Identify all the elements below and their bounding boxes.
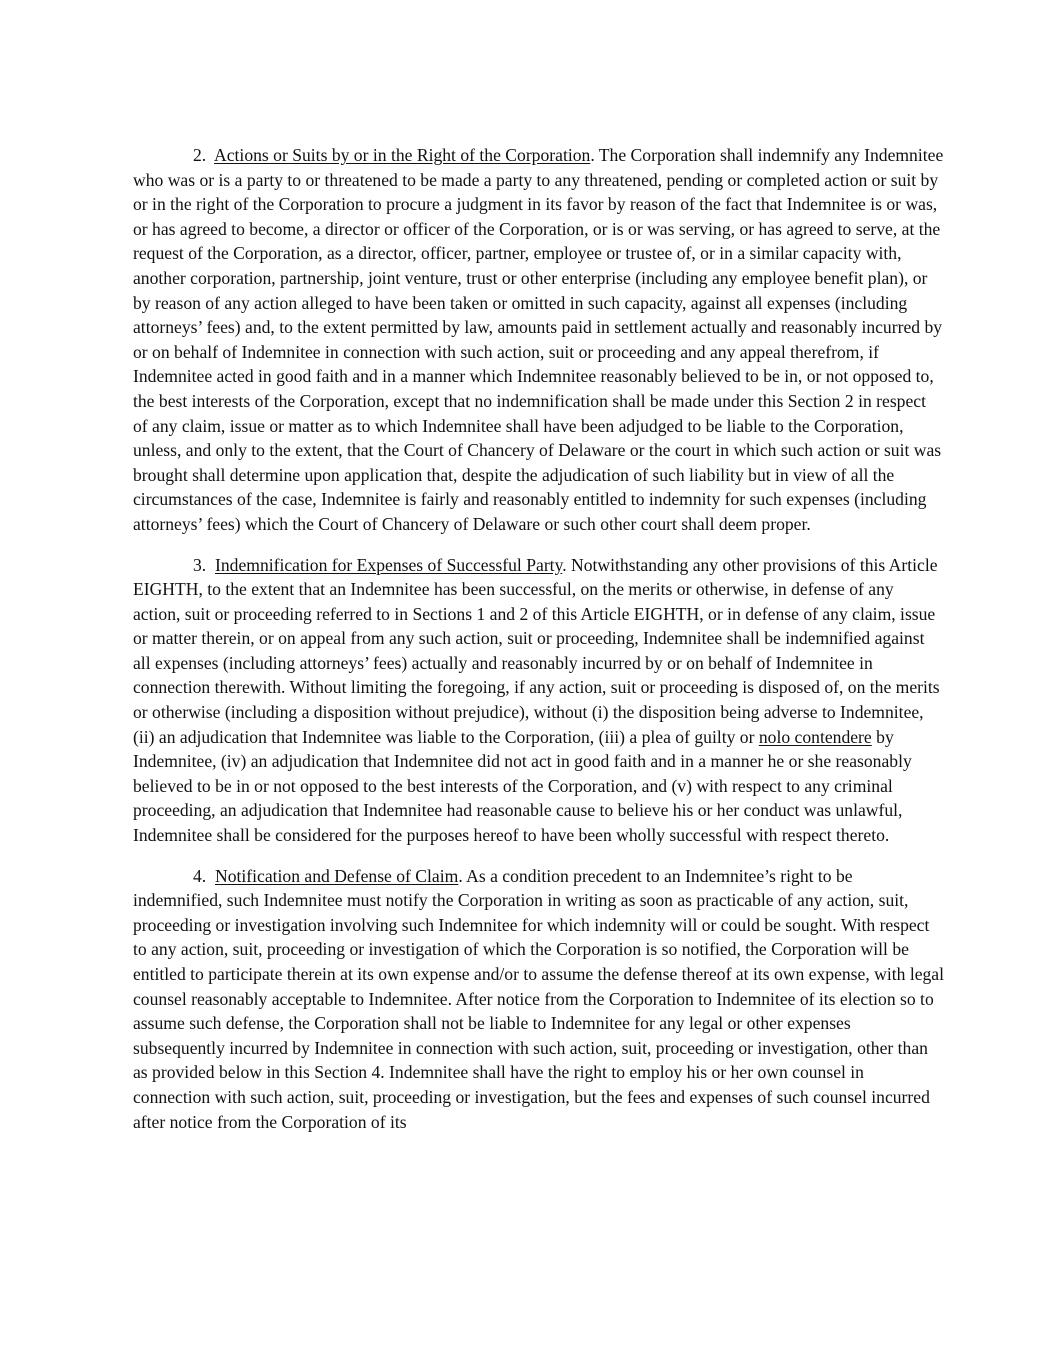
section-3-body-after: by Indemnitee, (iv) an adjudication that Indemnitee did not act in good faith and in a manner he or she reasonably believed to be in or not opposed to the best interests of the Corporation, and (v) with respect to any criminal proceeding, an adjudication that Indemnitee had reasonable cause to believe his or her conduct was unlawful, Indemnitee shall be considered for the purposes hereof to have been wholly successful with respect thereto. <box>133 726 912 846</box>
section-3-paragraph: 3. Indemnification for Expenses of Successful Party. Notwithstanding any other provisions of this Article EIGHTH, to the extent that an Indemnitee has been successful, on the merits or otherwise, in defense of any action, suit or proceeding referred to in Sections 1 and 2 of this Article EIGHTH, or in defense of any claim, issue or matter therein, or on appeal from any such action, suit or proceeding, Indemnitee shall be indemnified against all expenses (including attorneys’ fees) actually and reasonably incurred by or on behalf of Indemnitee in connection therewith. Without limiting the foregoing, if any action, suit or proceeding is disposed of, on the merits or otherwise (including a disposition without prejudice), without (i) the disposition being adverse to Indemnitee, (ii) an adjudication that Indemnitee was liable to the Corporation, (iii) a plea of guilty or nolo contendere by Indemnitee, (iv) an adjudication that Indemnitee did not act in good faith and in a manner he or she reasonably believed to be in or not opposed to the best interests of the Corporation, and (v) with respect to any criminal proceeding, an adjudication that Indemnitee had reasonable cause to believe his or her conduct was unlawful, Indemnitee shall be considered for the purposes hereof to have been wholly successful with respect thereto. <box>133 554 940 846</box>
section-4-heading: Notification and Defense of Claim <box>215 865 459 886</box>
section-3-number: 3. <box>193 554 207 575</box>
section-2-body: The Corporation shall indemnify any Indemnitee who was or is a party to or threatened to be made a party to any threatened, pending or completed action or suit by or in the right of the Corporation to procure a judgment in its favor by reason of the fact that Indemnitee is or was, or has agreed to become, a director or officer of the Corporation, or is or was serving, or has agreed to serve, at the request of the Corporation, as a director, officer, partner, employee or trustee of, or in a similar capacity with, another corporation, partnership, joint venture, trust or other enterprise (including any employee benefit plan), or by reason of any action alleged to have been taken or omitted in such capacity, against all expenses (including attorneys’ fees) and, to the extent permitted by law, amounts paid in settlement actually and reasonably incurred by or on behalf of Indemnitee in connection with such action, suit or proceeding and any appeal therefrom, if Indemnitee acted in good faith and in a manner which Indemnitee reasonably believed to be in, or not opposed to, the best interests of the Corporation, except that no indemnification shall be made under this Section 2 in respect of any claim, issue or matter as to which Indemnitee shall have been adjudged to be liable to the Corporation, unless, and only to the extent, that the Court of Chancery of Delaware or the court in which such action or suit was brought shall determine upon application that, despite the adjudication of such liability but in view of all the circumstances of the case, Indemnitee is fairly and reasonably entitled to indemnity for such expenses (including attorneys’ fees) which the Court of Chancery of Delaware or such other court shall deem proper. <box>133 145 944 534</box>
section-2-heading: Actions or Suits by or in the Right of the Corporation <box>214 145 591 165</box>
section-3-heading: Indemnification for Expenses of Successful Party <box>215 554 563 575</box>
document-body <box>133 143 945 1150</box>
section-3-underlined-term: nolo contendere <box>758 726 872 747</box>
section-4-number: 4. <box>193 865 207 886</box>
section-2-paragraph: 2. Actions or Suits by or in the Right of the Corporation. The Corporation shall indemnify any Indemnitee who was or is a party to or threatened to be made a party to any threatened, pending or completed action or suit by or in the right of the Corporation to procure a judgment in its favor by reason of the fact that Indemnitee is or was, or has agreed to become, a director or officer of the Corporation, or is or was serving, or has agreed to serve, at the request of the Corporation, as a director, officer, partner, employee or trustee of, or in a similar capacity with, another corporation, partnership, joint venture, trust or other enterprise (including any employee benefit plan), or by reason of any action alleged to have been taken or omitted in such capacity, against all expenses (including attorneys’ fees) and, to the extent permitted by law, amounts paid in settlement actually and reasonably incurred by or on behalf of Indemnitee in connection with such action, suit or proceeding and any appeal therefrom, if Indemnitee acted in good faith and in a manner which Indemnitee reasonably believed to be in, or not opposed to, the best interests of the Corporation, except that no indemnification shall be made under this Section 2 in respect of any claim, issue or matter as to which Indemnitee shall have been adjudged to be liable to the Corporation, unless, and only to the extent, that the Court of Chancery of Delaware or the court in which such action or suit was brought shall determine upon application that, despite the adjudication of such liability but in view of all the circumstances of the case, Indemnitee is fairly and reasonably entitled to indemnity for such expenses (including attorneys’ fees) which the Court of Chancery of Delaware or such other court shall deem proper. <box>133 145 944 534</box>
section-3-body-before: Notwithstanding any other provisions of this Article EIGHTH, to the extent that an Indemnitee has been successful, on the merits or otherwise, in defense of any action, suit or proceeding referred to in Sections 1 and 2 of this Article EIGHTH, or in defense of any claim, issue or matter therein, or on appeal from any such action, suit or proceeding, Indemnitee shall be indemnified against all expenses (including attorneys’ fees) actually and reasonably incurred by or on behalf of Indemnitee in connection therewith. Without limiting the foregoing, if any action, suit or proceeding is disposed of, on the merits or otherwise (including a disposition without prejudice), without (i) the disposition being adverse to Indemnitee, (ii) an adjudication that Indemnitee was liable to the Corporation, (iii) a plea of guilty or <box>133 554 940 747</box>
section-4-body: As a condition precedent to an Indemnitee’s right to be indemnified, such Indemnitee must notify the Corporation in writing as soon as practicable of any action, suit, proceeding or investigation involving such Indemnitee for which indemnity will or could be sought. With respect to any action, suit, proceeding or investigation of which the Corporation is so notified, the Corporation will be entitled to participate therein at its own expense and/or to assume the defense thereof at its own expense, with legal counsel reasonably acceptable to Indemnitee. After notice from the Corporation to Indemnitee of its election so to assume such defense, the Corporation shall not be liable to Indemnitee for any legal or other expenses subsequently incurred by Indemnitee in connection with such action, suit, proceeding or investigation, other than as provided below in this Section 4. Indemnitee shall have the right to employ his or her own counsel in connection with such action, suit, proceeding or investigation, but the fees and expenses of such counsel incurred after notice from the Corporation of its <box>133 865 945 1132</box>
section-4-paragraph: 4. Notification and Defense of Claim. As a condition precedent to an Indemnitee’s right to be indemnified, such Indemnitee must notify the Corporation in writing as soon as practicable of any action, suit, proceeding or investigation involving such Indemnitee for which indemnity will or could be sought. With respect to any action, suit, proceeding or investigation of which the Corporation is so notified, the Corporation will be entitled to participate therein at its own expense and/or to assume the defense thereof at its own expense, with legal counsel reasonably acceptable to Indemnitee. After notice from the Corporation to Indemnitee of its election so to assume such defense, the Corporation shall not be liable to Indemnitee for any legal or other expenses subsequently incurred by Indemnitee in connection with such action, suit, proceeding or investigation, other than as provided below in this Section 4. Indemnitee shall have the right to employ his or her own counsel in connection with such action, suit, proceeding or investigation, but the fees and expenses of such counsel incurred after notice from the Corporation of its <box>133 865 945 1132</box>
section-2-number: 2. <box>193 145 207 165</box>
